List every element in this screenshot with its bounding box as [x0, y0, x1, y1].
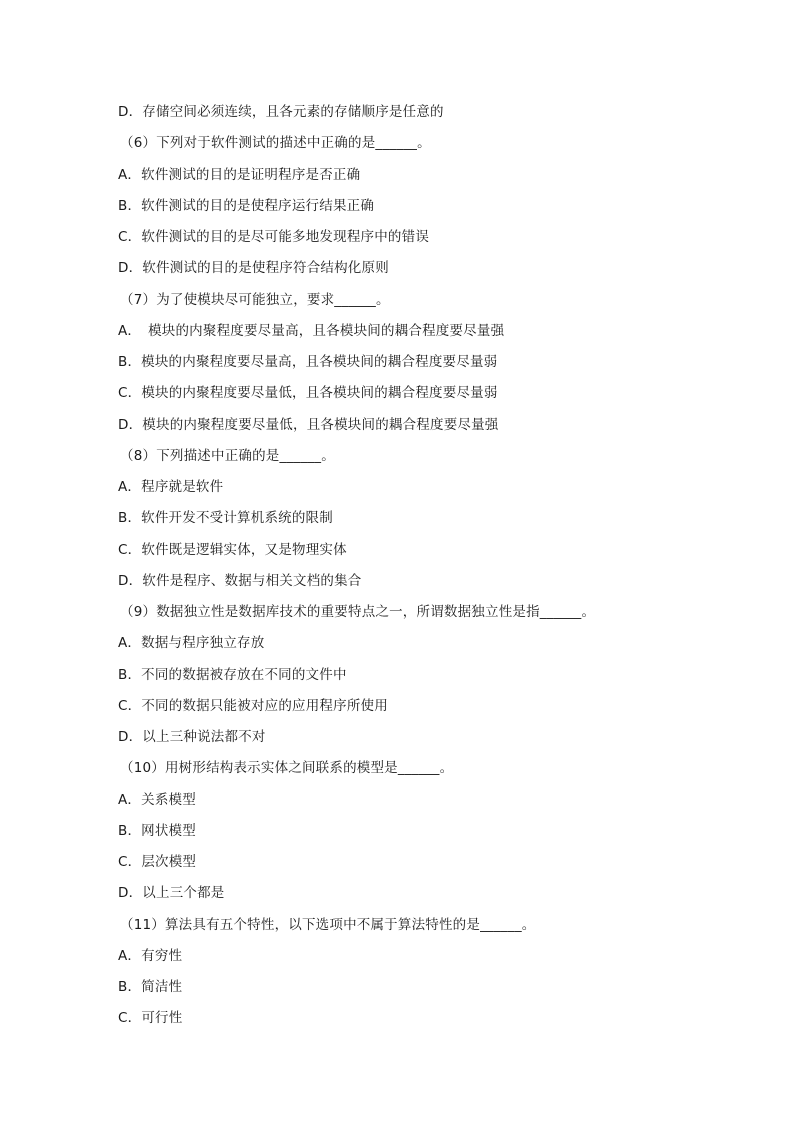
- question-line: （8）下列描述中正确的是______。: [120, 447, 335, 464]
- option-line: D．以上三个都是: [118, 885, 225, 902]
- option-line: A．程序就是软件: [118, 479, 224, 495]
- option-line: D．软件是程序、数据与相关文档的集合: [118, 572, 362, 589]
- question-line: （6）下列对于软件测试的描述中正确的是______。: [120, 135, 431, 152]
- option-line: A．关系模型: [118, 791, 196, 808]
- question-line: （11）算法具有五个特性，以下选项中不属于算法特性的是______。: [120, 916, 536, 933]
- option-line: B．不同的数据被存放在不同的文件中: [118, 666, 347, 683]
- option-line: A．软件测试的目的是证明程序是否正确: [118, 166, 361, 183]
- option-line: C．模块的内聚程度要尽量低，且各模块间的耦合程度要尽量弱: [118, 385, 498, 402]
- option-line: C．不同的数据只能被对应的应用程序所使用: [118, 697, 388, 714]
- option-line: C．软件既是逻辑实体，又是物理实体: [118, 541, 347, 558]
- option-line: B．软件开发不受计算机系统的限制: [118, 510, 333, 527]
- option-line: C．可行性: [118, 1010, 183, 1027]
- option-line: D．模块的内聚程度要尽量低，且各模块间的耦合程度要尽量强: [118, 416, 499, 433]
- option-line: B．模块的内聚程度要尽量高，且各模块间的耦合程度要尽量弱: [118, 354, 498, 370]
- option-line: B．网状模型: [118, 822, 196, 839]
- option-line: D．以上三种说法都不对: [118, 729, 266, 745]
- option-line: C．层次模型: [118, 854, 197, 870]
- option-line: B．简洁性: [118, 979, 183, 995]
- option-line: C．软件测试的目的是尽可能多地发现程序中的错误: [118, 229, 430, 245]
- question-line: （10）用树形结构表示实体之间联系的模型是______。: [120, 760, 454, 777]
- document-body: [118, 102, 718, 1040]
- question-line: （7）为了使模块尽可能独立，要求______。: [120, 291, 390, 308]
- option-line: A．数据与程序独立存放: [118, 635, 265, 652]
- option-line: D．存储空间必须连续，且各元素的存储顺序是任意的: [118, 104, 444, 120]
- option-line: D．软件测试的目的是使程序符合结构化原则: [118, 260, 389, 277]
- option-line: A．有穷性: [118, 947, 183, 964]
- option-line: A． 模块的内聚程度要尽量高，且各模块间的耦合程度要尽量强: [118, 322, 505, 339]
- question-line: （9）数据独立性是数据库技术的重要特点之一，所谓数据独立性是指______。: [120, 604, 596, 620]
- option-line: B．软件测试的目的是使程序运行结果正确: [118, 197, 375, 214]
